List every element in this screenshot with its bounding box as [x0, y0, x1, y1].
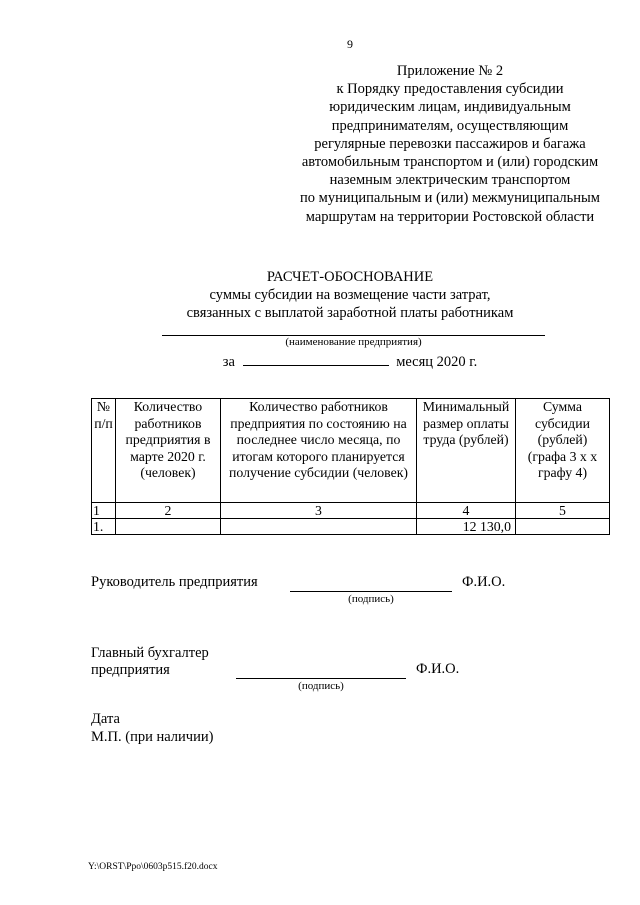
- row-number: 1.: [92, 519, 116, 535]
- enterprise-name-hint: (наименование предприятия): [285, 336, 422, 348]
- month-blank[interactable]: [243, 353, 389, 366]
- column-number: 4: [417, 503, 516, 519]
- enterprise-name-blank[interactable]: [162, 327, 545, 336]
- appendix-line: по муниципальным и (или) межмуниципальным: [300, 190, 600, 207]
- column-number: 3: [221, 503, 417, 519]
- director-signature-hint: (подпись): [348, 593, 394, 605]
- column-number: 5: [516, 503, 610, 519]
- appendix-line: регулярные перевозки пассажиров и багажа: [314, 135, 586, 152]
- director-label: Руководитель предприятия: [91, 574, 258, 590]
- table-row: [92, 519, 610, 535]
- accountant-fio: Ф.И.О.: [416, 661, 460, 677]
- accountant-signature-line[interactable]: [236, 677, 406, 679]
- employees-month-end-cell[interactable]: [221, 519, 417, 535]
- column-number-row: [92, 503, 610, 519]
- header-subsidy-amount: Сумма субсидии (рублей) (графа 3 х х графу 4): [516, 399, 610, 503]
- stamp-label: М.П. (при наличии): [91, 729, 214, 745]
- appendix-line: предпринимателям, осуществляющим: [331, 117, 569, 134]
- accountant-label: [91, 645, 209, 679]
- table-header-row: [92, 399, 610, 503]
- footer-file-path: Y:\ORST\Ppo\0603p515.f20.docx: [88, 862, 218, 872]
- appendix-line: юридическим лицам, индивидуальным: [329, 99, 571, 116]
- appendix-line: наземным электрическим транспортом: [329, 172, 571, 189]
- subsidy-amount-cell[interactable]: [516, 519, 610, 535]
- period-suffix: месяц 2020 г.: [396, 354, 478, 370]
- date-label: Дата: [91, 711, 120, 727]
- employees-march-cell[interactable]: [116, 519, 221, 535]
- appendix-line: к Порядку предоставления субсидии: [336, 81, 564, 98]
- title-line: связанных с выплатой заработной платы работникам: [186, 305, 514, 322]
- accountant-label-line: предприятия: [91, 662, 170, 678]
- header-minimum-wage: Минимальный размер оплаты труда (рублей): [417, 399, 516, 503]
- column-number: 2: [116, 503, 221, 519]
- minimum-wage-cell: 12 130,0: [417, 519, 516, 535]
- calculation-table: [91, 398, 610, 535]
- director-signature-line[interactable]: [290, 590, 452, 592]
- accountant-signature-hint: (подпись): [298, 680, 344, 692]
- appendix-line: автомобильным транспортом и (или) городским: [301, 154, 599, 171]
- appendix-line: Приложение № 2: [396, 63, 504, 79]
- header-employees-month-end: Количество работников предприятия по состоянию на последнее число месяца, по итогам которого планируется получение субсидии (человек): [221, 399, 417, 503]
- director-fio: Ф.И.О.: [462, 574, 506, 590]
- period-prefix: за: [222, 354, 235, 370]
- title-line: суммы субсидии на возмещение части затрат,: [209, 287, 491, 304]
- period-line: [0, 353, 640, 371]
- document-title: [80, 268, 620, 323]
- appendix-header: [280, 62, 620, 226]
- accountant-label-line: Главный бухгалтер: [91, 645, 209, 661]
- title-heading: РАСЧЕТ-ОБОСНОВАНИЕ: [266, 269, 434, 285]
- page-number: 9: [347, 37, 353, 51]
- header-number: № п/п: [92, 399, 116, 503]
- appendix-line: маршрутам на территории Ростовской области: [305, 208, 595, 225]
- column-number: 1: [92, 503, 116, 519]
- header-employees-march: Количество работников предприятия в марте 2020 г. (человек): [116, 399, 221, 503]
